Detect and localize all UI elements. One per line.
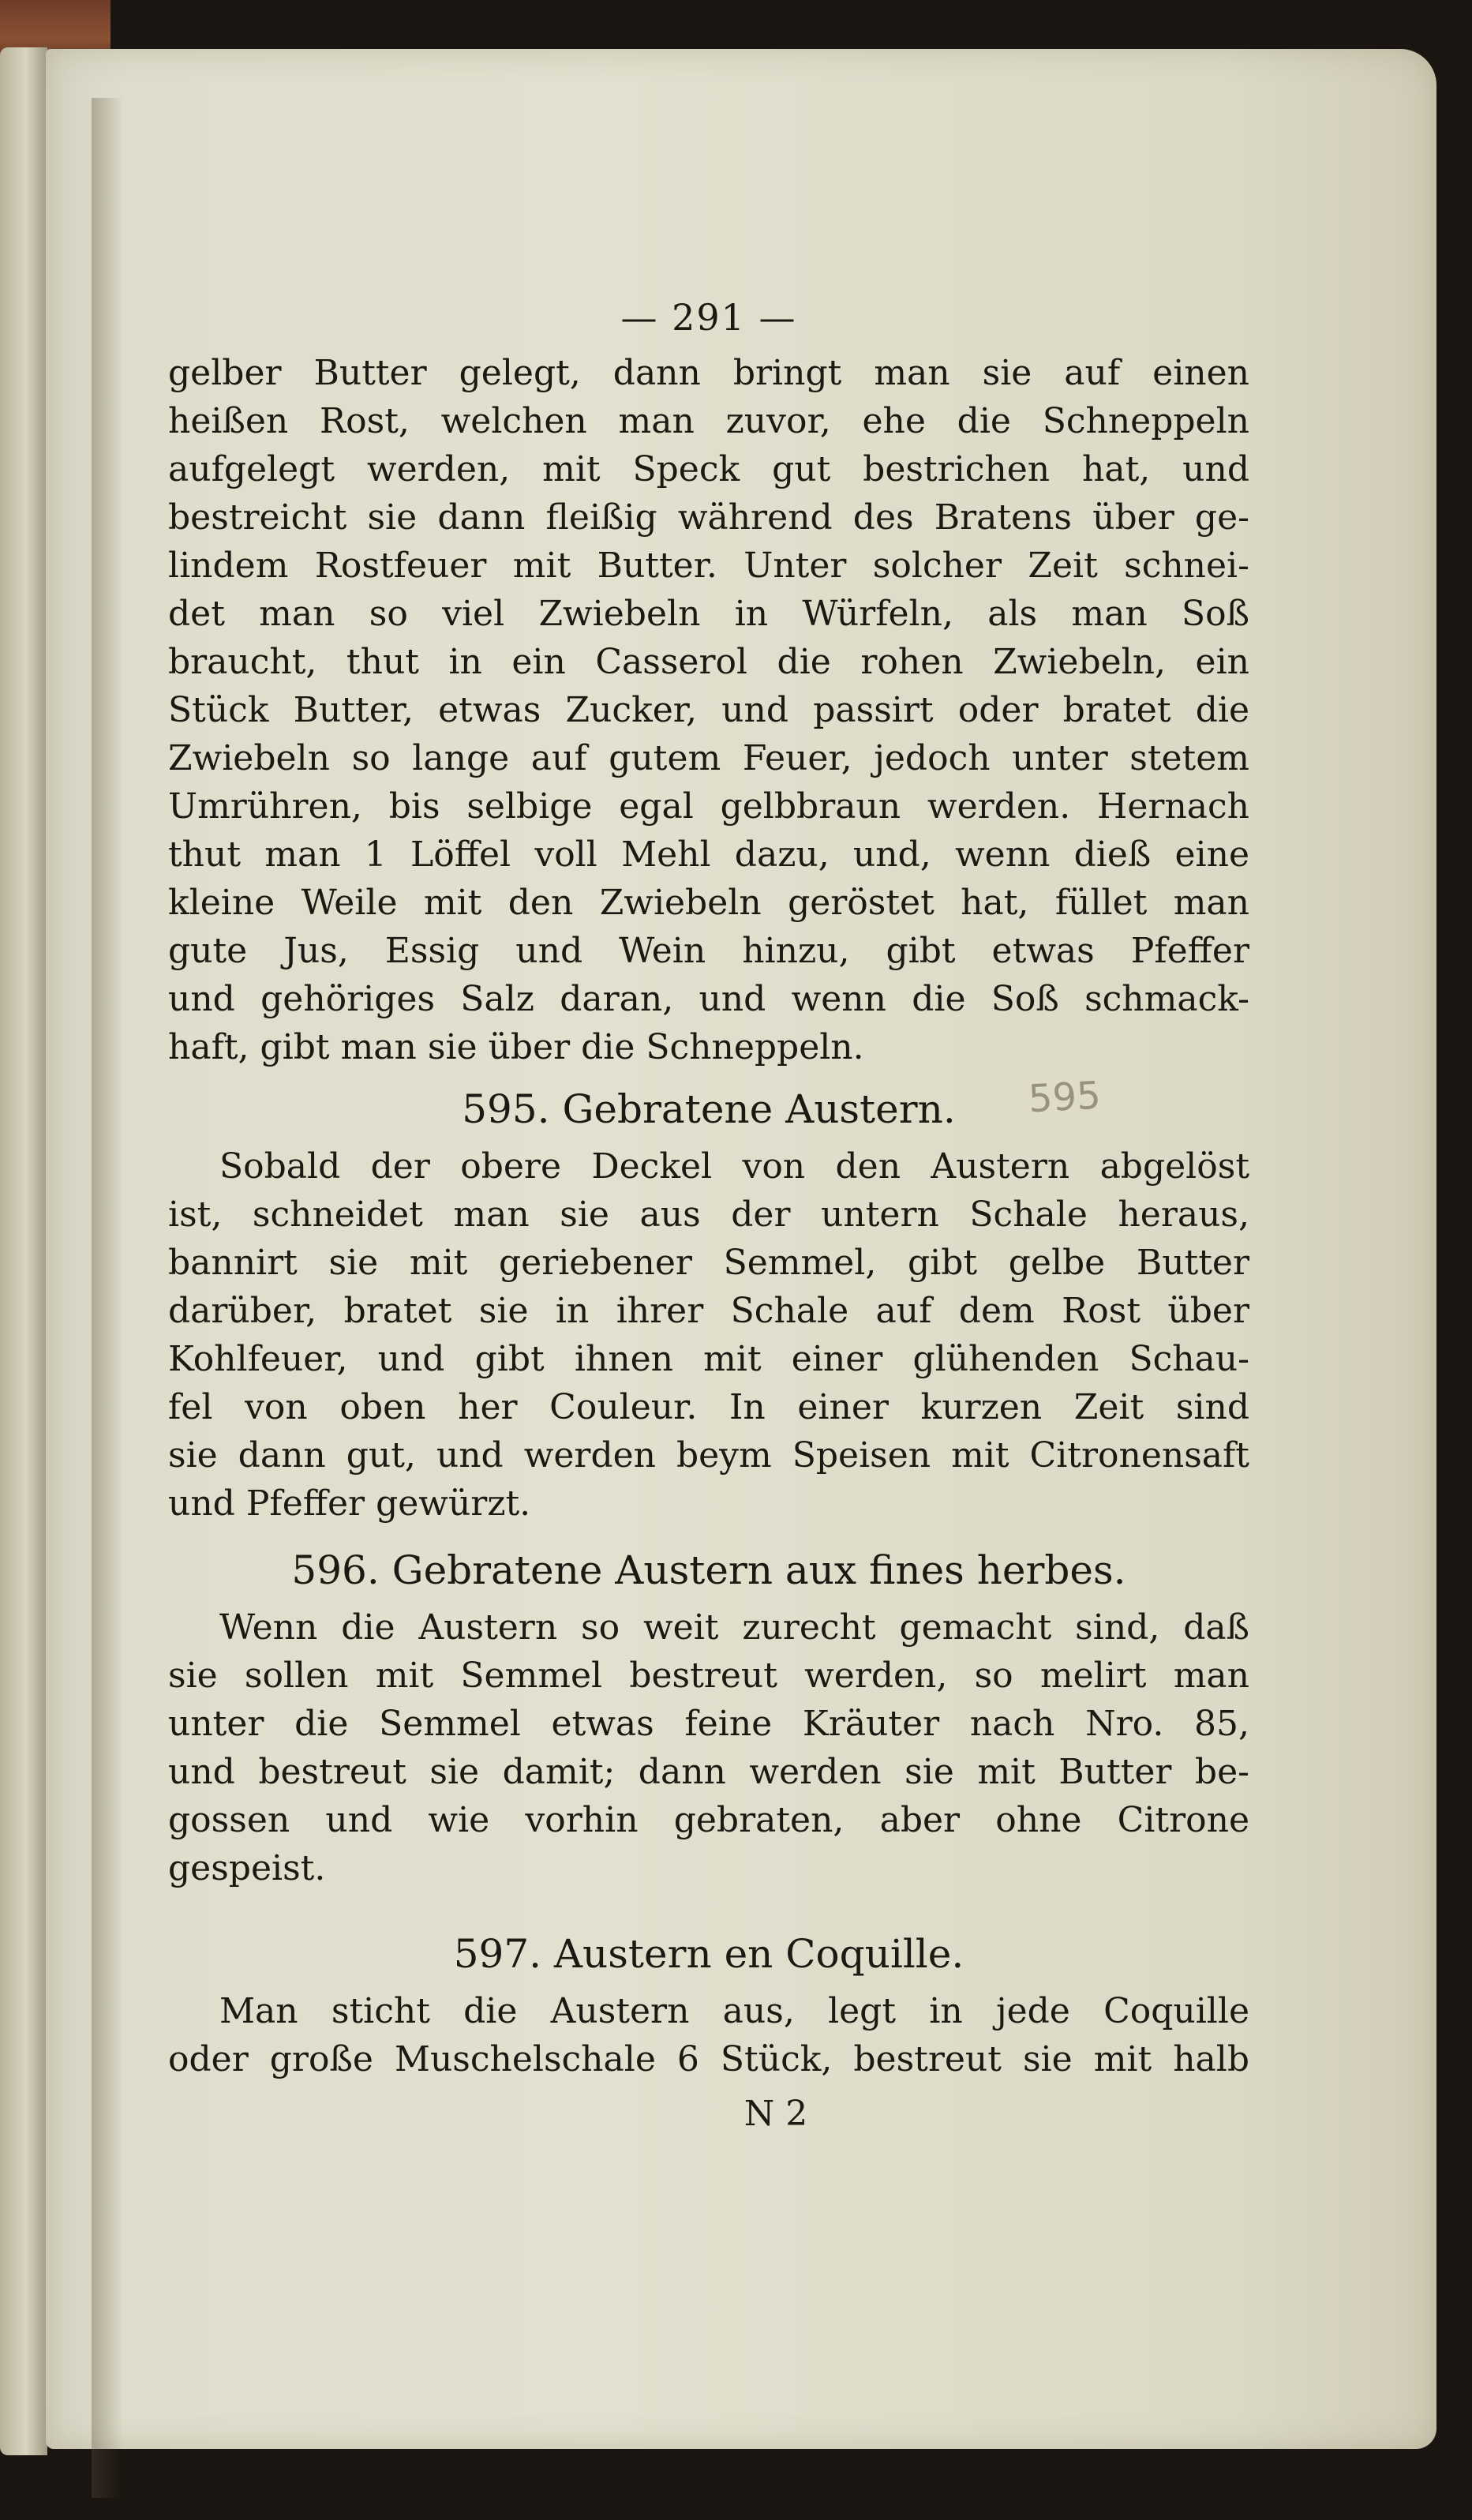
text-line: Umrühren, bis selbige egal gelbbraun werden. Hernach bbox=[168, 786, 1249, 827]
text-line: sie dann gut, und werden beym Speisen mit Citronensaft bbox=[168, 1435, 1249, 1476]
page-fold-shadow bbox=[92, 98, 123, 2498]
section-intro bbox=[168, 349, 1249, 1071]
text-line: bestreicht sie dann fleißig während des Bratens über ge- bbox=[168, 497, 1249, 538]
text-line: Man sticht die Austern aus, legt in jede Coquille bbox=[219, 1991, 1249, 2031]
text-line: fel von oben her Couleur. In einer kurzen Zeit sind bbox=[168, 1387, 1249, 1427]
text-line: Wenn die Austern so weit zurecht gemacht sind, daß bbox=[219, 1607, 1249, 1648]
text-line: und Pfeffer gewürzt. bbox=[168, 1483, 531, 1524]
text-line: Stück Butter, etwas Zucker, und passirt oder bratet die bbox=[168, 690, 1249, 730]
text-line: und gehöriges Salz daran, und wenn die Soß schmack- bbox=[168, 979, 1249, 1019]
pencil-annotation: 595 bbox=[1027, 1073, 1103, 1122]
section-595 bbox=[168, 1073, 1249, 1528]
text-line: gespeist. bbox=[168, 1848, 326, 1888]
previous-page-edge bbox=[0, 47, 47, 2455]
page-number: — 291 — bbox=[620, 296, 797, 339]
text-line: und bestreut sie damit; dann werden sie mit Butter be- bbox=[168, 1752, 1249, 1792]
text-line: darüber, bratet sie in ihrer Schale auf dem Rost über bbox=[168, 1291, 1249, 1331]
text-line: braucht, thut in ein Casserol die rohen Zwiebeln, ein bbox=[168, 642, 1249, 682]
text-line: haft, gibt man sie über die Schneppeln. bbox=[168, 1027, 864, 1067]
text-line: Kohlfeuer, und gibt ihnen mit einer glühenden Schau- bbox=[168, 1339, 1249, 1379]
signature-mark: N 2 bbox=[743, 2094, 808, 2134]
page-text bbox=[168, 286, 1249, 2142]
text-line: gossen und wie vorhin gebraten, aber ohne Citrone bbox=[168, 1800, 1249, 1840]
text-line: heißen Rost, welchen man zuvor, ehe die Schneppeln bbox=[168, 401, 1249, 441]
text-line: aufgelegt werden, mit Speck gut bestrichen hat, und bbox=[168, 449, 1249, 489]
text-line: ist, schneidet man sie aus der untern Schale heraus, bbox=[168, 1194, 1249, 1235]
section-596 bbox=[168, 1537, 1249, 1892]
text-line: gute Jus, Essig und Wein hinzu, gibt etwas Pfeffer bbox=[168, 931, 1249, 971]
section-heading: 597. Austern en Coquille. bbox=[453, 1931, 964, 1977]
text-line: Sobald der obere Deckel von den Austern abgelöst bbox=[219, 1146, 1249, 1187]
section-597 bbox=[168, 1921, 1249, 2083]
text-line: bannirt sie mit geriebener Semmel, gibt gelbe Butter bbox=[168, 1243, 1249, 1283]
book-page bbox=[46, 49, 1436, 2449]
text-line: kleine Weile mit den Zwiebeln geröstet hat, füllet man bbox=[168, 883, 1249, 923]
text-line: unter die Semmel etwas feine Kräuter nach Nro. 85, bbox=[168, 1704, 1249, 1744]
text-line: Zwiebeln so lange auf gutem Feuer, jedoch unter stetem bbox=[168, 738, 1249, 778]
text-line: gelber Butter gelegt, dann bringt man sie auf einen bbox=[168, 353, 1249, 393]
text-line: oder große Muschelschale 6 Stück, bestreut sie mit halb bbox=[168, 2039, 1249, 2079]
text-line: lindem Rostfeuer mit Butter. Unter solcher Zeit schnei- bbox=[168, 546, 1249, 586]
text-line: sie sollen mit Semmel bestreut werden, so melirt man bbox=[168, 1656, 1249, 1696]
text-line: det man so viel Zwiebeln in Würfeln, als man Soß bbox=[168, 594, 1249, 634]
section-heading: 595. Gebratene Austern. bbox=[462, 1086, 956, 1132]
text-line: thut man 1 Löffel voll Mehl dazu, und, wenn dieß eine bbox=[168, 834, 1249, 875]
section-heading: 596. Gebratene Austern aux fines herbes. bbox=[291, 1547, 1126, 1593]
